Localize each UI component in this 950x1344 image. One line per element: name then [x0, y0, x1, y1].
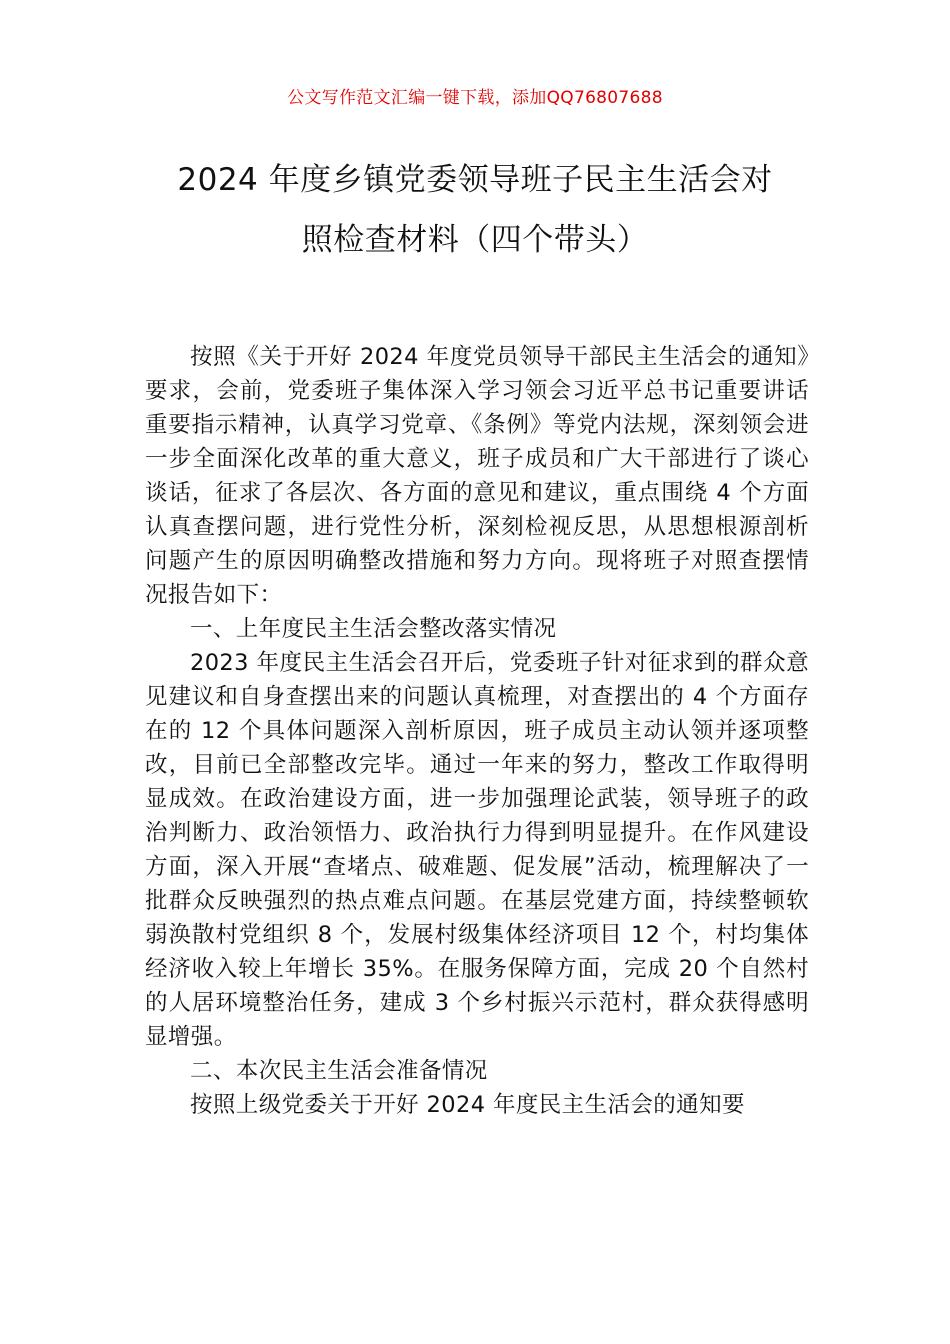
download-promo-note: 公文写作范文汇编一键下载，添加QQ76807688 — [287, 88, 663, 108]
intro-paragraph: 按照《关于开好 2024 年度党员领导干部民主生活会的通知》要求，会前，党委班子集体深入学习领会习近平总书记重要讲话重要指示精神，认真学习党章、《条例》等党内法规，深刻领会进一步全面深化改革的重大意义，班子成员和广大干部进行了谈心谈话，征求了各层次、各方面的意见和建议，重点围绕 4 个方面认真查摆问题，进行党性分析，深刻检视反思，从思想根源剖析问题产生的原因明确整改措施和努力方向。现将班子对照查摆情况报告如下： — [145, 344, 809, 608]
title-line-1: 2024 年度乡镇党委领导班子民主生活会对 — [177, 162, 773, 198]
section-1-paragraph: 2023 年度民主生活会召开后，党委班子针对征求到的群众意见建议和自身查摆出来的问题认真梳理，对查摆出的 4 个方面存在的 12 个具体问题深入剖析原因，班子成员主动认领并逐项整改，目前已全部整改完毕。通过一年来的努力，整改工作取得明显成效。在政治建设方面，进一步加强理论武装，领导班子的政治判断力、政治领悟力、政治执行力得到明显提升。在作风建设方面，深入开展“查堵点、破难题、促发展”活动，梳理解决了一批群众反映强烈的热点难点问题。在基层党建方面，持续整顿软弱涣散村党组织 8 个，发展村级集体经济项目 12 个，村均集体经济收入较上年增长 35%。在服务保障方面，完成 20 个自然村的人居环境整治任务，建成 3 个乡村振兴示范村，群众获得感明显增强。 — [145, 650, 809, 1050]
section-heading-2: 二、本次民主生活会准备情况 — [190, 1058, 488, 1084]
document-body — [145, 340, 809, 1122]
section-2-paragraph: 按照上级党委关于开好 2024 年度民主生活会的通知要 — [190, 1092, 745, 1118]
document-title — [130, 150, 820, 270]
section-heading-1: 一、上年度民主生活会整改落实情况 — [190, 616, 557, 642]
title-line-2: 照检查材料（四个带头） — [301, 222, 649, 258]
